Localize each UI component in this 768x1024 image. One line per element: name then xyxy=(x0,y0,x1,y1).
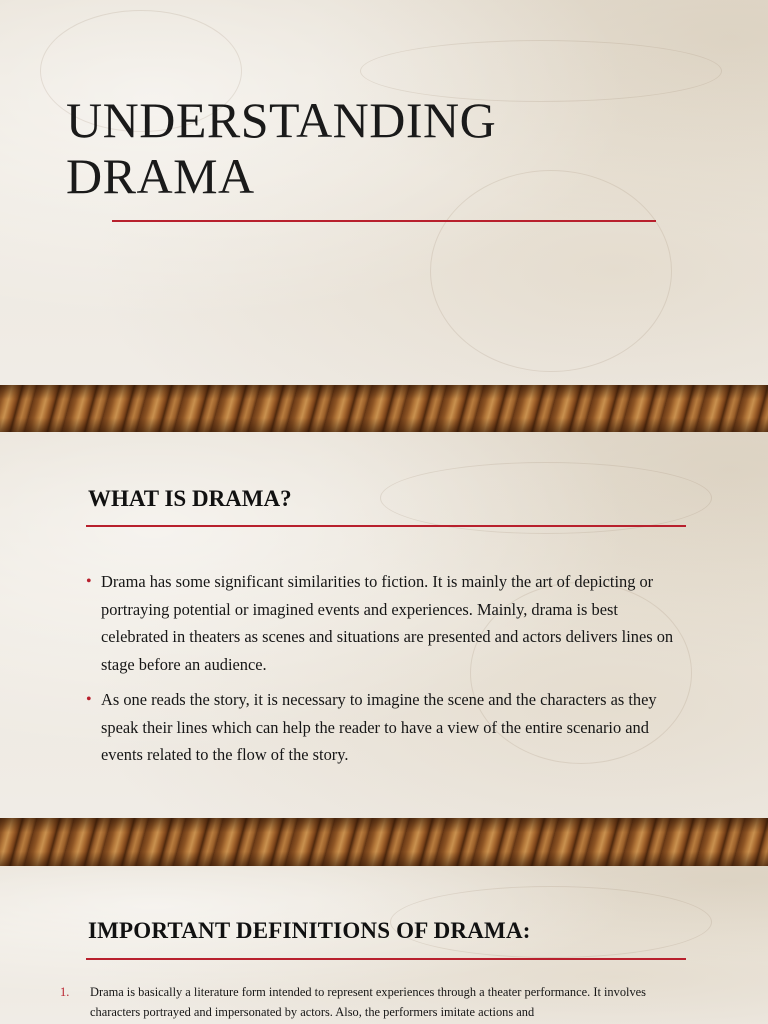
bullet-text: Drama has some significant similarities to fiction. It is mainly the art of depicting or portraying potential or imagined events and experiences. Mainly, drama is best celebrated in theaters as scenes and situations are presented and actors delivers lines on stage before an audience. xyxy=(101,572,674,674)
what-is-drama-slide xyxy=(0,432,768,818)
bullet-item xyxy=(86,686,686,769)
definitions-slide xyxy=(0,866,768,1024)
slide-heading: WHAT IS DRAMA? xyxy=(88,486,292,511)
heading-divider xyxy=(86,525,686,527)
wood-floor-divider xyxy=(0,818,768,866)
list-item-text: Drama is basically a literature form intended to represent experiences through a theater performance. It involves characters portrayed and impersonated by actors. Also, the performers imitate actions and xyxy=(90,985,646,1019)
title-line-1: UNDERSTANDING xyxy=(66,92,497,148)
heading-divider xyxy=(86,958,686,960)
background-sketch xyxy=(380,462,712,534)
list-item xyxy=(58,982,698,1022)
title-divider xyxy=(112,220,656,222)
title-slide xyxy=(0,0,768,385)
bullet-text: As one reads the story, it is necessary to imagine the scene and the characters as they speak their lines which can help the reader to have a view of the entire scenario and events related to the flow of the story. xyxy=(101,690,657,764)
slide-heading: IMPORTANT DEFINITIONS OF DRAMA: xyxy=(88,918,531,943)
wood-floor-divider xyxy=(0,385,768,432)
bullet-icon: • xyxy=(86,691,92,708)
bullet-icon: • xyxy=(86,573,92,590)
numbered-list xyxy=(58,982,698,1022)
bullet-list xyxy=(86,568,686,777)
bullet-item xyxy=(86,568,686,678)
presentation-title xyxy=(66,92,496,204)
title-line-2: DRAMA xyxy=(66,148,255,204)
list-number: 1. xyxy=(60,985,70,999)
